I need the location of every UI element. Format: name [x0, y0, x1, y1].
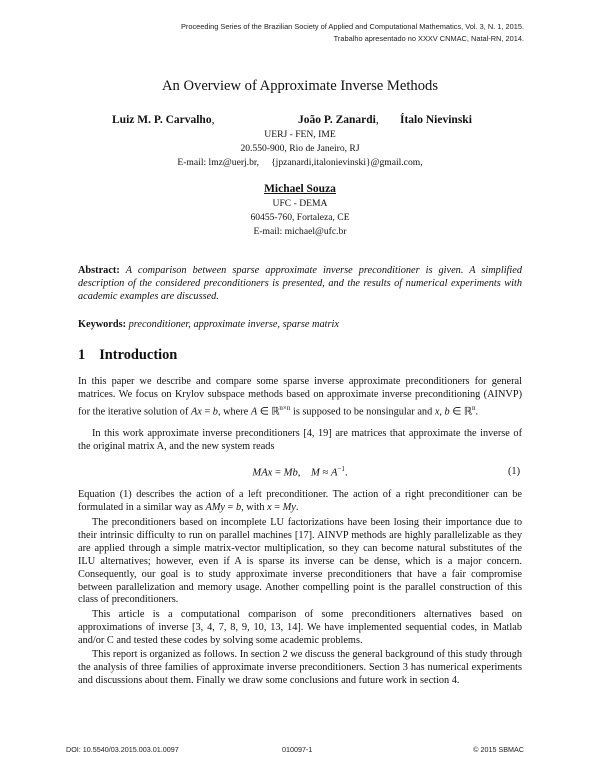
- section-heading: 1 Introduction: [78, 347, 178, 363]
- footer-copyright: © 2015 SBMAC: [473, 745, 524, 754]
- journal-header-line2: Trabalho apresentado no XXXV CNMAC, Natal-RN, 2014.: [333, 34, 524, 43]
- journal-header-line1: Proceeding Series of the Brazilian Society of Applied and Computational Mathematics, Vol. 3, N. 1, 2015.: [180, 22, 524, 31]
- equation-1: MAx = Mb, $M \approx A^{-1}$.: [252, 465, 348, 479]
- keywords: Keywords: preconditioner, approximate inverse, sparse matrix: [78, 319, 339, 330]
- affiliation-2-institution: UFC - DEMA: [272, 198, 328, 209]
- paragraph-3: Equation (1) describes the action of a left preconditioner. The action of a right preconditioner can be formulated in a similar way as AMy = b, with x = My.: [78, 489, 522, 513]
- footer-page-number: 010097-1: [282, 745, 313, 754]
- affiliation-1-email: E-mail: lmz@uerj.br, {jpzanardi,italonievinski}@gmail.com,: [177, 157, 423, 168]
- abstract: Abstract: A comparison between sparse approximate inverse preconditioner is given. A simplified description of the considered preconditioners is presented, and the results of numerical experiments with academic examples are discussed.: [78, 265, 522, 302]
- author-1: Luiz M. P. Carvalho,: [112, 114, 215, 126]
- affiliation-1-institution: UERJ - FEN, IME: [264, 129, 336, 140]
- affiliation-2-address: 60455-760, Fortaleza, CE: [250, 212, 350, 223]
- paper-title: An Overview of Approximate Inverse Methods: [162, 78, 438, 94]
- paragraph-6: This report is organized as follows. In section 2 we discuss the general background of this study through the analysis of three families of approximate inverse preconditioners. Section 3 has numerical experiments and discussions about them. Finally we draw some conclusions and future work in section 4.: [78, 649, 522, 686]
- paragraph-1: In this paper we describe and compare some sparse inverse approximate preconditioners for general matrices. We focus on Krylov subspace methods based on approximate inverse preconditioning (AINVP) for the iterative solution of Ax = b, where A ∈ ℝ$^{n\times n}$ is supposed to be nonsingular and x, b ∈ ℝ$^n$.: [78, 376, 522, 418]
- affiliation-2-email: E-mail: michael@ufc.br: [253, 226, 347, 237]
- footer-doi: DOI: 10.5540/03.2015.003.01.0097: [66, 745, 179, 754]
- paragraph-4: The preconditioners based on incomplete LU factorizations have been losing their importance due to their intrinsic difficulty to run on parallel machines [17]. AINVP methods are highly parallelizable as they are applied through a simple matrix-vector multiplication, so they can become natural substitutes of the ILU alternatives; however, even if A is sparse its inverse can be dense, which is a major concern. Consequently, our goal is to study approximate inverse preconditioners that have a fair compromise between parallelization and memory usage. Another compelling point is the parallel construction of this class of preconditioners.: [78, 517, 522, 606]
- author-4: Michael Souza: [264, 183, 336, 195]
- author-2: João P. Zanardi,: [298, 114, 379, 126]
- author-3: Ítalo Nievinski: [400, 114, 472, 126]
- equation-number: (1): [508, 466, 521, 477]
- affiliation-1-address: 20.550-900, Rio de Janeiro, RJ: [240, 143, 360, 154]
- paragraph-5: This article is a computational comparison of some preconditioners alternatives based on approximations of inverse [3, 4, 7, 8, 9, 10, 13, 14]. We have implemented sequential codes, in Matlab and/or C and tested these codes by solving some academic problems.: [78, 609, 522, 646]
- paragraph-2: In this work approximate inverse preconditioners [4, 19] are matrices that approximate the inverse of the original matrix A, and the new system reads: [78, 428, 522, 452]
